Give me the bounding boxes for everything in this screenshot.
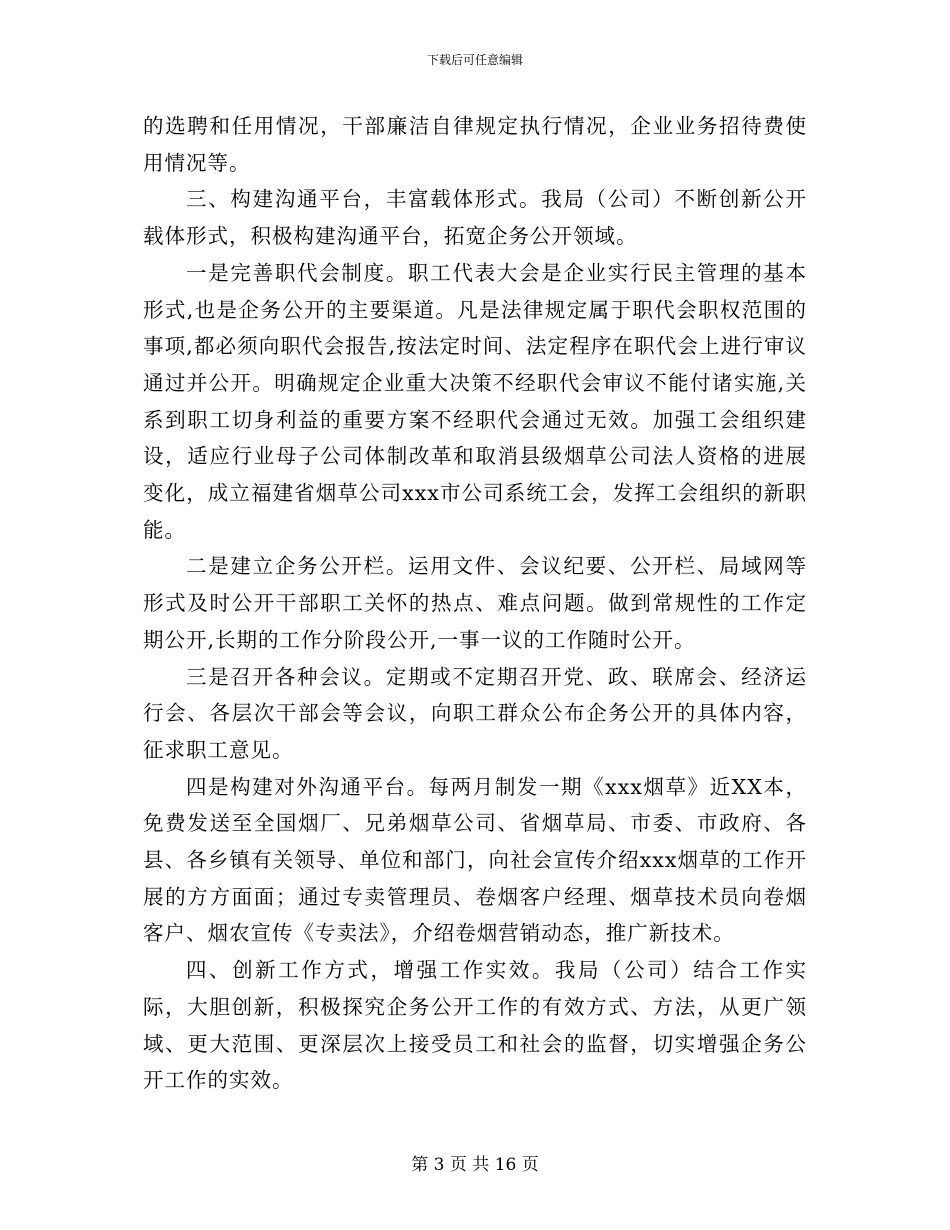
- page-number-footer: 第 3 页 共 16 页: [411, 1155, 539, 1175]
- paragraph: 四、创新工作方式，增强工作实效。我局（公司）结合工作实际，大胆创新，积极探究企务公开工作的有效方式、方法，从更广领域、更大范围、更深层次上接受员工和社会的监督，切实增强企务公开工作的实效。: [143, 958, 807, 1093]
- paragraph: 三是召开各种会议。定期或不定期召开党、政、联席会、经济运行会、各层次干部会等会议，向职工群众公布企务公开的具体内容，征求职工意见。: [143, 664, 807, 762]
- paragraph: 三、构建沟通平台，丰富载体形式。我局（公司）不断创新公开载体形式，积极构建沟通平台，拓宽企务公开领域。: [143, 187, 807, 249]
- paragraph: 的选聘和任用情况，干部廉洁自律规定执行情况，企业业务招待费使用情况等。: [143, 114, 807, 175]
- paragraph: 四是构建对外沟通平台。每两月制发一期《xxx烟草》近XX本，免费发送至全国烟厂、兄弟烟草公司、省烟草局、市委、市政府、各县、各乡镇有关领导、单位和部门，向社会宣传介绍xxx烟草的工作开展的方方面面；通过专卖管理员、卷烟客户经理、烟草技术员向卷烟客户、烟农宣传《专卖法》，介绍卷烟营销动态，推广新技术。: [143, 774, 807, 946]
- page-header-note: 下载后可任意编辑: [426, 53, 523, 67]
- paragraph: 二是建立企务公开栏。运用文件、会议纪要、公开栏、局域网等形式及时公开干部职工关怀的热点、难点问题。做到常规性的工作定期公开,长期的工作分阶段公开,一事一议的工作随时公开。: [143, 554, 807, 652]
- paragraph: 一是完善职代会制度。职工代表大会是企业实行民主管理的基本形式,也是企务公开的主要渠道。凡是法律规定属于职代会职权范围的事项,都必须向职代会报告,按法定时间、法定程序在职代会上进行审议通过并公开。明确规定企业重大决策不经职代会审议不能付诸实施,关系到职工切身利益的重要方案不经职代会通过无效。加强工会组织建设，适应行业母子公司体制改革和取消县级烟草公司法人资格的进展变化，成立福建省烟草公司xxx市公司系统工会，发挥工会组织的新职能。: [143, 260, 807, 542]
- document-body: [143, 108, 807, 1099]
